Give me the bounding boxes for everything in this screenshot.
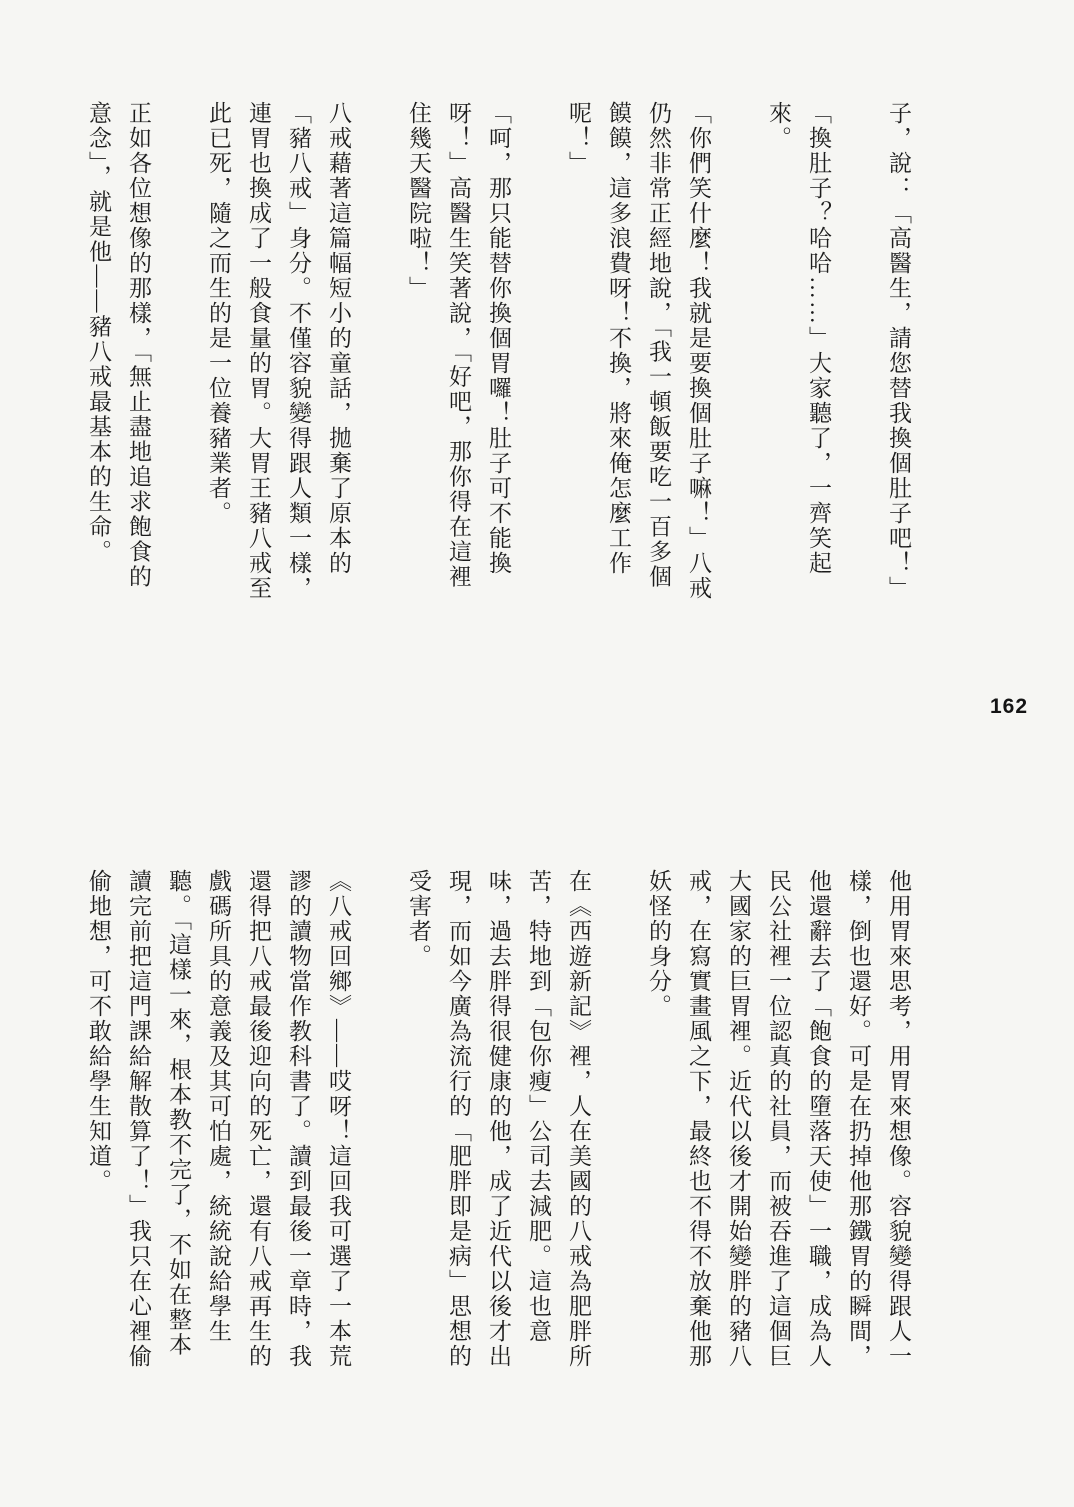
paragraph: 子，說：「高醫生，請您替我換個肚子吧！」 xyxy=(886,101,911,601)
paragraph: 「呵，那只能替你換個胃囉！肚子可不能換呀！」高醫生笑著說，「好吧，那你得在這裡住幾天醫院啦！」 xyxy=(406,101,511,590)
paragraph: 正如各位想像的那樣，「無止盡地追求飽食的意念」，就是他——豬八戒最基本的生命。 xyxy=(86,101,151,590)
paragraph: 「換肚子？哈哈……」大家聽了，一齊笑起來。 xyxy=(766,101,831,576)
paragraph: 「你們笑什麼！我就是要換個肚子嘛！」八戒仍然非常正經地說，「我一頓飯要吃一百多個饃饃，這多浪費呀！不換，將來俺怎麼工作呢！」 xyxy=(566,101,711,601)
page-number: 162 xyxy=(990,695,1029,718)
paragraph: 《八戒回鄉》——哎呀！這回我可選了一本荒謬的讀物當作教科書了。讀到最後一章時，我還得把八戒最後迎向的死亡，還有八戒再生的戲碼所具的意義及其可怕處，統統說給學生聽。「這樣一來，根本教不完了，不如在整本讀完前把這門課給解散算了！」我只在心裡偷偷地想，可不敢給學生知道。 xyxy=(86,869,351,1369)
paragraph: 在《西遊新記》裡，人在美國的八戒為肥胖所苦，特地到「包你瘦」公司去減肥。這也意味，過去胖得很健康的他，成了近代以後才出現，而如今廣為流行的「肥胖即是病」思想的受害者。 xyxy=(406,869,591,1369)
bottom-text-block xyxy=(78,869,918,1369)
paragraph: 他用胃來思考，用胃來想像。容貌變得跟人一樣，倒也還好。可是在扔掉他那鐵胃的瞬間，他還辭去了「飽食的墮落天使」一職，成為人民公社裡一位認真的社員，而被吞進了這個巨大國家的巨胃裡。近代以後才開始變胖的豬八戒，在寫實畫風之下，最終也不得不放棄他那妖怪的身分。 xyxy=(646,869,911,1369)
paragraph: 八戒藉著這篇幅短小的童話，拋棄了原本的「豬八戒」身分。不僅容貌變得跟人類一樣，連胃也換成了一般食量的胃。大胃王豬八戒至此已死，隨之而生的是一位養豬業者。 xyxy=(206,101,351,601)
top-text-block xyxy=(78,101,918,601)
